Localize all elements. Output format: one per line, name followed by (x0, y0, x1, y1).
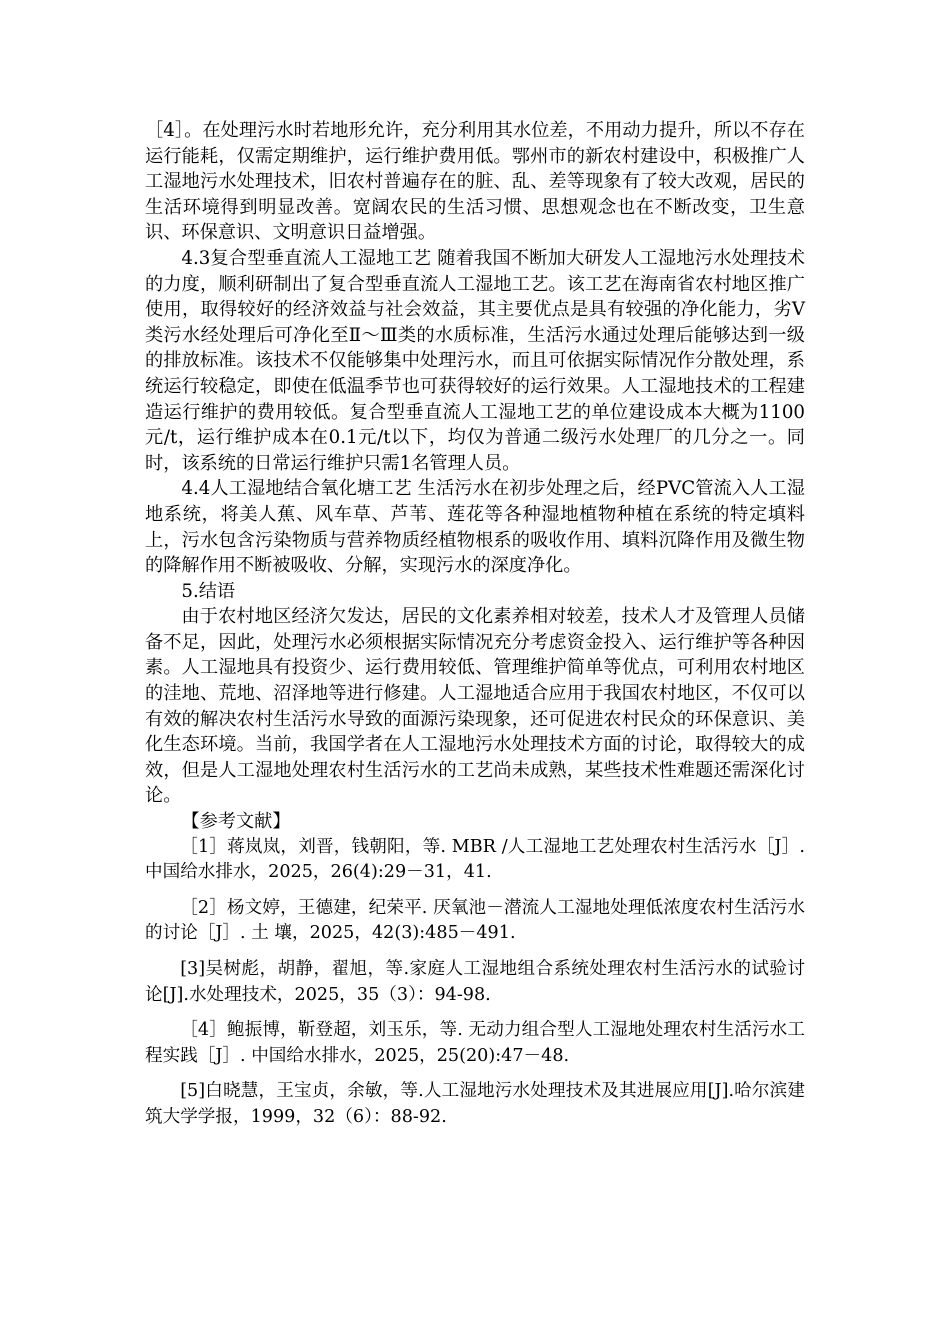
section-heading-conclusion: 5.结语 (181, 580, 236, 602)
references-heading: 【参考文献】 (181, 811, 291, 833)
paragraph-conclusion: 由于农村地区经济欠发达，居民的文化素养相对较差，技术人才及管理人员储备不足，因此，处理污水必须根据实际情况充分考虑资金投入、运行维护等各种因素。人工湿地具有投资少、运行费用较低、管理维护简单等优点，可利用农村地区的洼地、荒地、沼泽地等进行修建。人工湿地适合应用于我国农村地区，不仅可以有效的解决农村生活污水导致的面源污染现象，还可促进农村民众的环保意识、美化生态环境。当前，我国学者在人工湿地污水处理技术方面的讨论，取得较大的成效，但是人工湿地处理农村生活污水的工艺尚未成熟，某些技术性难题还需深化讨论。 (145, 606, 805, 807)
reference-item: ［4］鲍振博，靳登超，刘玉乐，等. 无动力组合型人工湿地处理农村生活污水工程实践［J］. 中国给水排水，2025，25(20):47－48. (145, 1020, 805, 1066)
references-section (145, 809, 805, 1131)
paragraph-section-4-4: 4.4人工湿地结合氧化塘工艺 生活污水在初步处理之后，经PVC管流入人工湿地系统，将美人蕉、风车草、芦苇、莲花等各种湿地植物种植在系统的特定填料上，污水包含污染物质与营养物质经植物根系的吸收作用、填料沉降作用及微生物的降解作用不断被吸收、分解，实现污水的深度净化。 (145, 478, 805, 577)
paragraph-intro-continuation: ［4］。在处理污水时若地形允许，充分利用其水位差，不用动力提升，所以不存在运行能耗，仅需定期维护，运行维护费用低。鄂州市的新农村建设中，积极推广人工湿地污水处理技术，旧农村普遍存在的脏、乱、差等现象有了较大改观，居民的生活环境得到明显改善。宽阔农民的生活习惯、思想观念也在不断改变，卫生意识、环保意识、文明意识日益增强。 (145, 120, 805, 244)
document-page (145, 118, 805, 1131)
reference-item: ［2］杨文婷，王德建，纪荣平. 厌氧池－潜流人工湿地处理低浓度农村生活污水的讨论［J］. 土 壤，2025，42(3):485－491. (145, 897, 805, 944)
reference-item: [3]吴树彪，胡静，翟旭，等.家庭人工湿地组合系统处理农村生活污水的试验讨论[J].水处理技术，2025，35（3）：94-98. (145, 959, 805, 1005)
paragraph-section-4-3: 4.3复合型垂直流人工湿地工艺 随着我国不断加大研发人工湿地污水处理技术的力度，顺利研制出了复合型垂直流人工湿地工艺。该工艺在海南省农村地区推广使用，取得较好的经济效益与社会效益，其主要优点是具有较强的净化能力，劣Ⅴ类污水经处理后可净化至Ⅱ～Ⅲ类的水质标准，生活污水通过处理后能够达到一级的排放标准。该技术不仅能够集中处理污水，而且可依据实际情况作分散处理，系统运行较稳定，即使在低温季节也可获得较好的运行效果。人工湿地技术的工程建造运行维护的费用较低。复合型垂直流人工湿地工艺的单位建设成本大概为1100元/t，运行维护成本在0.1元/t以下，均仅为普通二级污水处理厂的几分之一。同时，该系统的日常运行维护只需1名管理人员。 (145, 247, 805, 474)
reference-item: [5]白晓慧，王宝贞，余敏，等.人工湿地污水处理技术及其进展应用[J].哈尔滨建筑大学学报，1999，32（6）：88-92. (145, 1081, 805, 1127)
reference-item: ［1］蒋岚岚，刘晋，钱朝阳，等. MBR /人工湿地工艺处理农村生活污水［J］. 中国给水排水，2025，26(4):29－31，41. (145, 836, 805, 883)
